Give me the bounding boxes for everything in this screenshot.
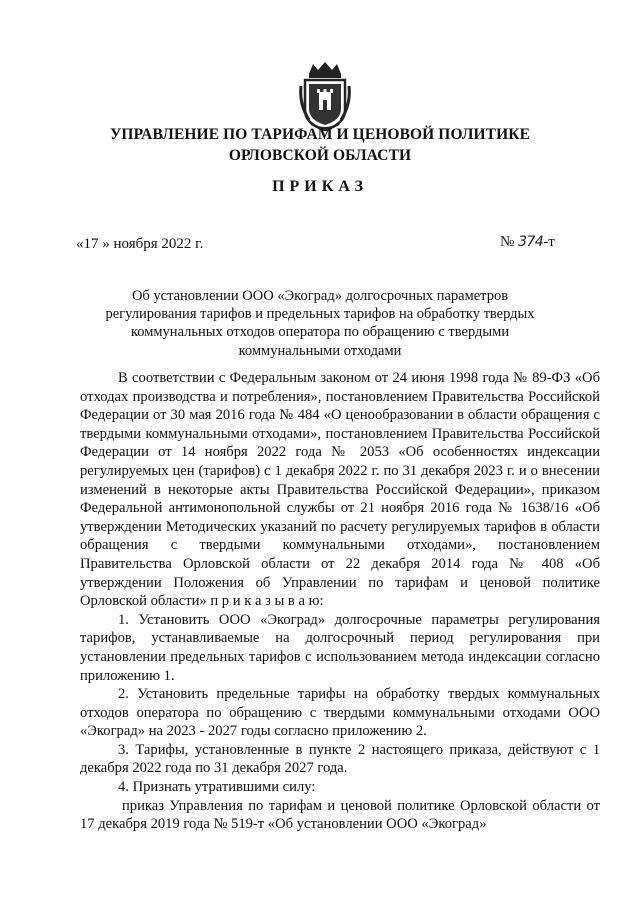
- organization-name-line1: УПРАВЛЕНИЕ ПО ТАРИФАМ И ЦЕНОВОЙ ПОЛИТИКЕ: [109, 126, 531, 143]
- number-suffix: -т: [543, 234, 555, 250]
- organization-name-line2: ОРЛОВСКОЙ ОБЛАСТИ: [228, 147, 412, 164]
- subject-line: регулирования тарифов и предельных тарифов на обработку твердых: [105, 306, 535, 323]
- document-number: [500, 234, 555, 251]
- order-item-2: 2. Установить предельные тарифы на обработку твердых коммунальных отходов оператора по обращению с твердыми коммунальными отходами ООО «Экоград» на 2023 - 2027 годы согласно приложению 2.: [80, 686, 600, 740]
- number-prefix: №: [500, 234, 515, 250]
- document-type-title: ПРИКАЗ: [272, 178, 368, 195]
- subject-line: коммунальных отходов оператора по обращению с твердыми: [130, 324, 510, 341]
- order-item-3: 3. Тарифы, установленные в пункте 2 настоящего приказа, действуют с 1 декабря 2022 года по 31 декабря 2027 года.: [80, 741, 600, 777]
- number-handwritten: 374: [518, 234, 544, 250]
- subject-line: коммунальными отходами: [238, 342, 402, 359]
- order-item-4: 4. Признать утратившими силу:: [118, 779, 316, 796]
- document-date: «17 » ноября 2022 г.: [76, 236, 204, 252]
- subject-line: Об установлении ООО «Экоград» долгосрочных параметров: [131, 288, 509, 304]
- document-body: [80, 369, 600, 834]
- preamble-paragraph: В соответствии с Федеральным законом от 24 июня 1998 года № 89-ФЗ «Об отходах производства и потребления», постановлением Правительства Российской Федерации от 30 мая 2016 года № 484 «О ценообразовании в области обращения с твердыми коммунальными отходами», постановлением Правительства Российской Федерации от 14 ноября 2022 года № 2053 «Об особенностях индексации регулируемых цен (тарифов) с 1 декабря 2022 г. по 31 декабря 2023 г. и о внесении изменений в некоторые акты Правительства Российской Федерации», приказом Федеральной антимонопольной службы от 21 ноября 2016 года № 1638/16 «Об утверждении Методических указаний по расчету регулируемых тарифов в области обращения с твердыми коммунальными отходами», постановлением Правительства Орловской области от 22 декабря 2014 года № 408 «Об утверждении Положения об Управлении по тарифам и ценовой политике Орловской области» п р и к а з ы в а ю:: [80, 370, 600, 610]
- order-item-1: 1. Установить ООО «Экоград» долгосрочные параметры регулирования тарифов, устанавливаемые на долгосрочный период регулирования при установлении предельных тарифов с использованием метода индексации согласно приложению 1.: [80, 611, 600, 684]
- order-item-4-subparagraph: приказ Управления по тарифам и ценовой политике Орловской области от 17 декабря 2019 года № 519-т «Об установлении ООО «Экоград»: [80, 797, 600, 833]
- oryol-oblast-coat-of-arms-emblem: [297, 60, 353, 132]
- document-subject: [60, 287, 580, 360]
